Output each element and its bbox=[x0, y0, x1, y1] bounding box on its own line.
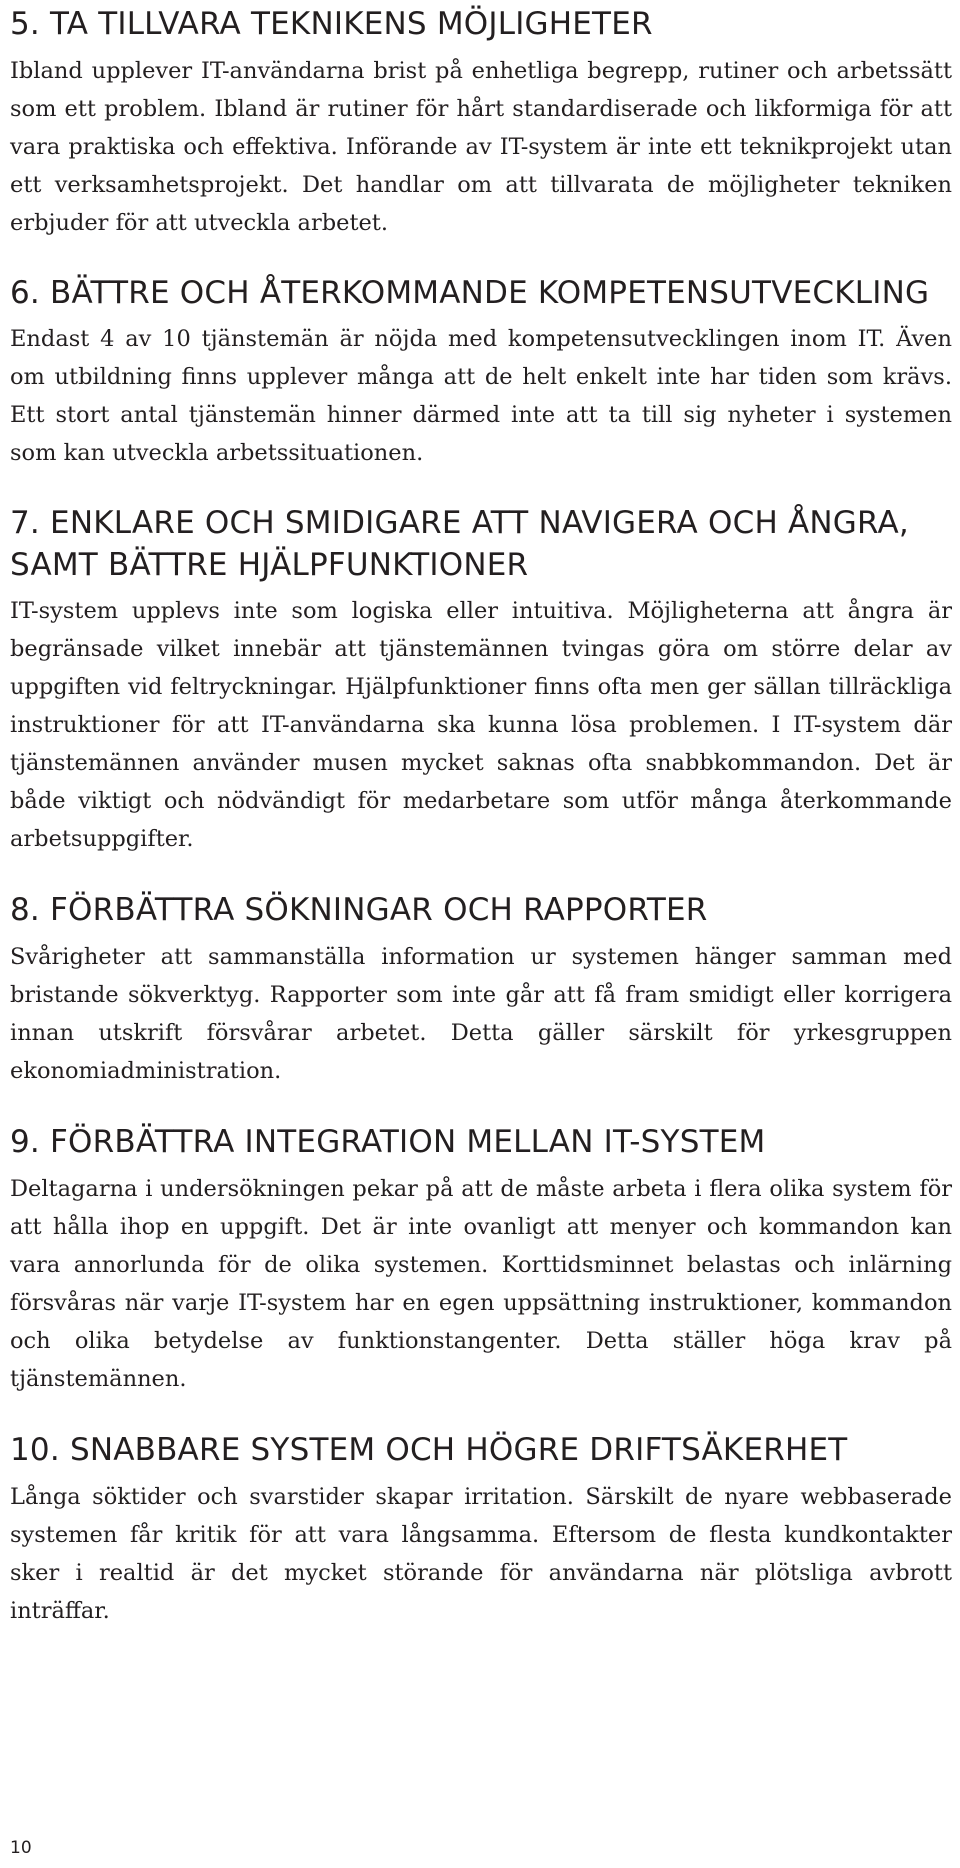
section-heading: 6. BÄTTRE OCH ÅTERKOMMANDE KOMPETENSUTVECKLING bbox=[10, 275, 930, 311]
section-body: Endast 4 av 10 tjänstemän är nöjda med kompetensutvecklingen inom IT. Även om utbildning finns upplever många att de helt enkelt inte har tiden som krävs. Ett stort antal tjänstemän hinner därmed inte att ta till sig nyheter i systemen som kan utveckla arbetssituationen. bbox=[10, 326, 952, 466]
page-number: 10 bbox=[10, 1838, 32, 1858]
section-heading: 5. TA TILLVARA TEKNIKENS MÖJLIGHETER bbox=[10, 6, 653, 42]
section-heading: 9. FÖRBÄTTRA INTEGRATION MELLAN IT-SYSTEM bbox=[10, 1124, 766, 1160]
section-body: Ibland upplever IT-användarna brist på enhetliga begrepp, rutiner och arbetssätt som ett problem. Ibland är rutiner för hårt standardiserade och likformiga för att vara praktiska och effektiva. Införande av IT-system är inte ett teknikprojekt utan ett verksamhetsprojekt. Det handlar om att tillvarata de möjligheter tekniken erbjuder för att utveckla arbetet. bbox=[10, 58, 952, 236]
section-body: Långa söktider och svarstider skapar irritation. Särskilt de nyare webbaserade systemen får kritik för att vara långsamma. Eftersom de flesta kundkontakter sker i realtid är det mycket störande för användarna när plötsliga avbrott inträffar. bbox=[10, 1484, 952, 1624]
section-body: IT-system upplevs inte som logiska eller intuitiva. Möjligheterna att ångra är begränsade vilket innebär att tjänstemännen tvingas göra om större delar av uppgiften vid feltryckningar. Hjälpfunktioner finns ofta men ger sällan tillräckliga instruktioner för att IT-användarna ska kunna lösa problemen. I IT-system där tjänstemännen använder musen mycket saknas ofta snabbkommandon. Det är både viktigt och nödvändigt för medarbetare som utför många återkommande arbetsuppgifter. bbox=[10, 598, 952, 852]
section-body: Svårigheter att sammanställa information ur systemen hänger samman med bristande sökverktyg. Rapporter som inte går att få fram smidigt eller korrigera innan utskrift försvårar arbetet. Detta gäller särskilt för yrkesgruppen ekonomiadministration. bbox=[10, 944, 952, 1084]
section-heading: 8. FÖRBÄTTRA SÖKNINGAR OCH RAPPORTER bbox=[10, 892, 708, 928]
section-body: Deltagarna i undersökningen pekar på att de måste arbeta i flera olika system för att hålla ihop en uppgift. Det är inte ovanligt att menyer och kommandon kan vara annorlunda för de olika systemen. Korttidsminnet belastas och inlärning försvåras när varje IT-system har en egen uppsättning instruktioner, kommandon och olika betydelse av funktionstangenter. Detta ställer höga krav på tjänstemännen. bbox=[10, 1176, 952, 1392]
document-page bbox=[10, 0, 952, 1630]
section-heading: 7. ENKLARE OCH SMIDIGARE ATT NAVIGERA OCH ÅNGRA, SAMT BÄTTRE HJÄLPFUNKTIONER bbox=[10, 505, 909, 583]
section-9 bbox=[10, 1120, 952, 1398]
section-10 bbox=[10, 1428, 952, 1630]
section-6 bbox=[10, 272, 952, 472]
section-7 bbox=[10, 502, 952, 858]
section-heading: 10. SNABBARE SYSTEM OCH HÖGRE DRIFTSÄKERHET bbox=[10, 1432, 848, 1468]
section-8 bbox=[10, 888, 952, 1090]
section-5 bbox=[10, 2, 952, 242]
